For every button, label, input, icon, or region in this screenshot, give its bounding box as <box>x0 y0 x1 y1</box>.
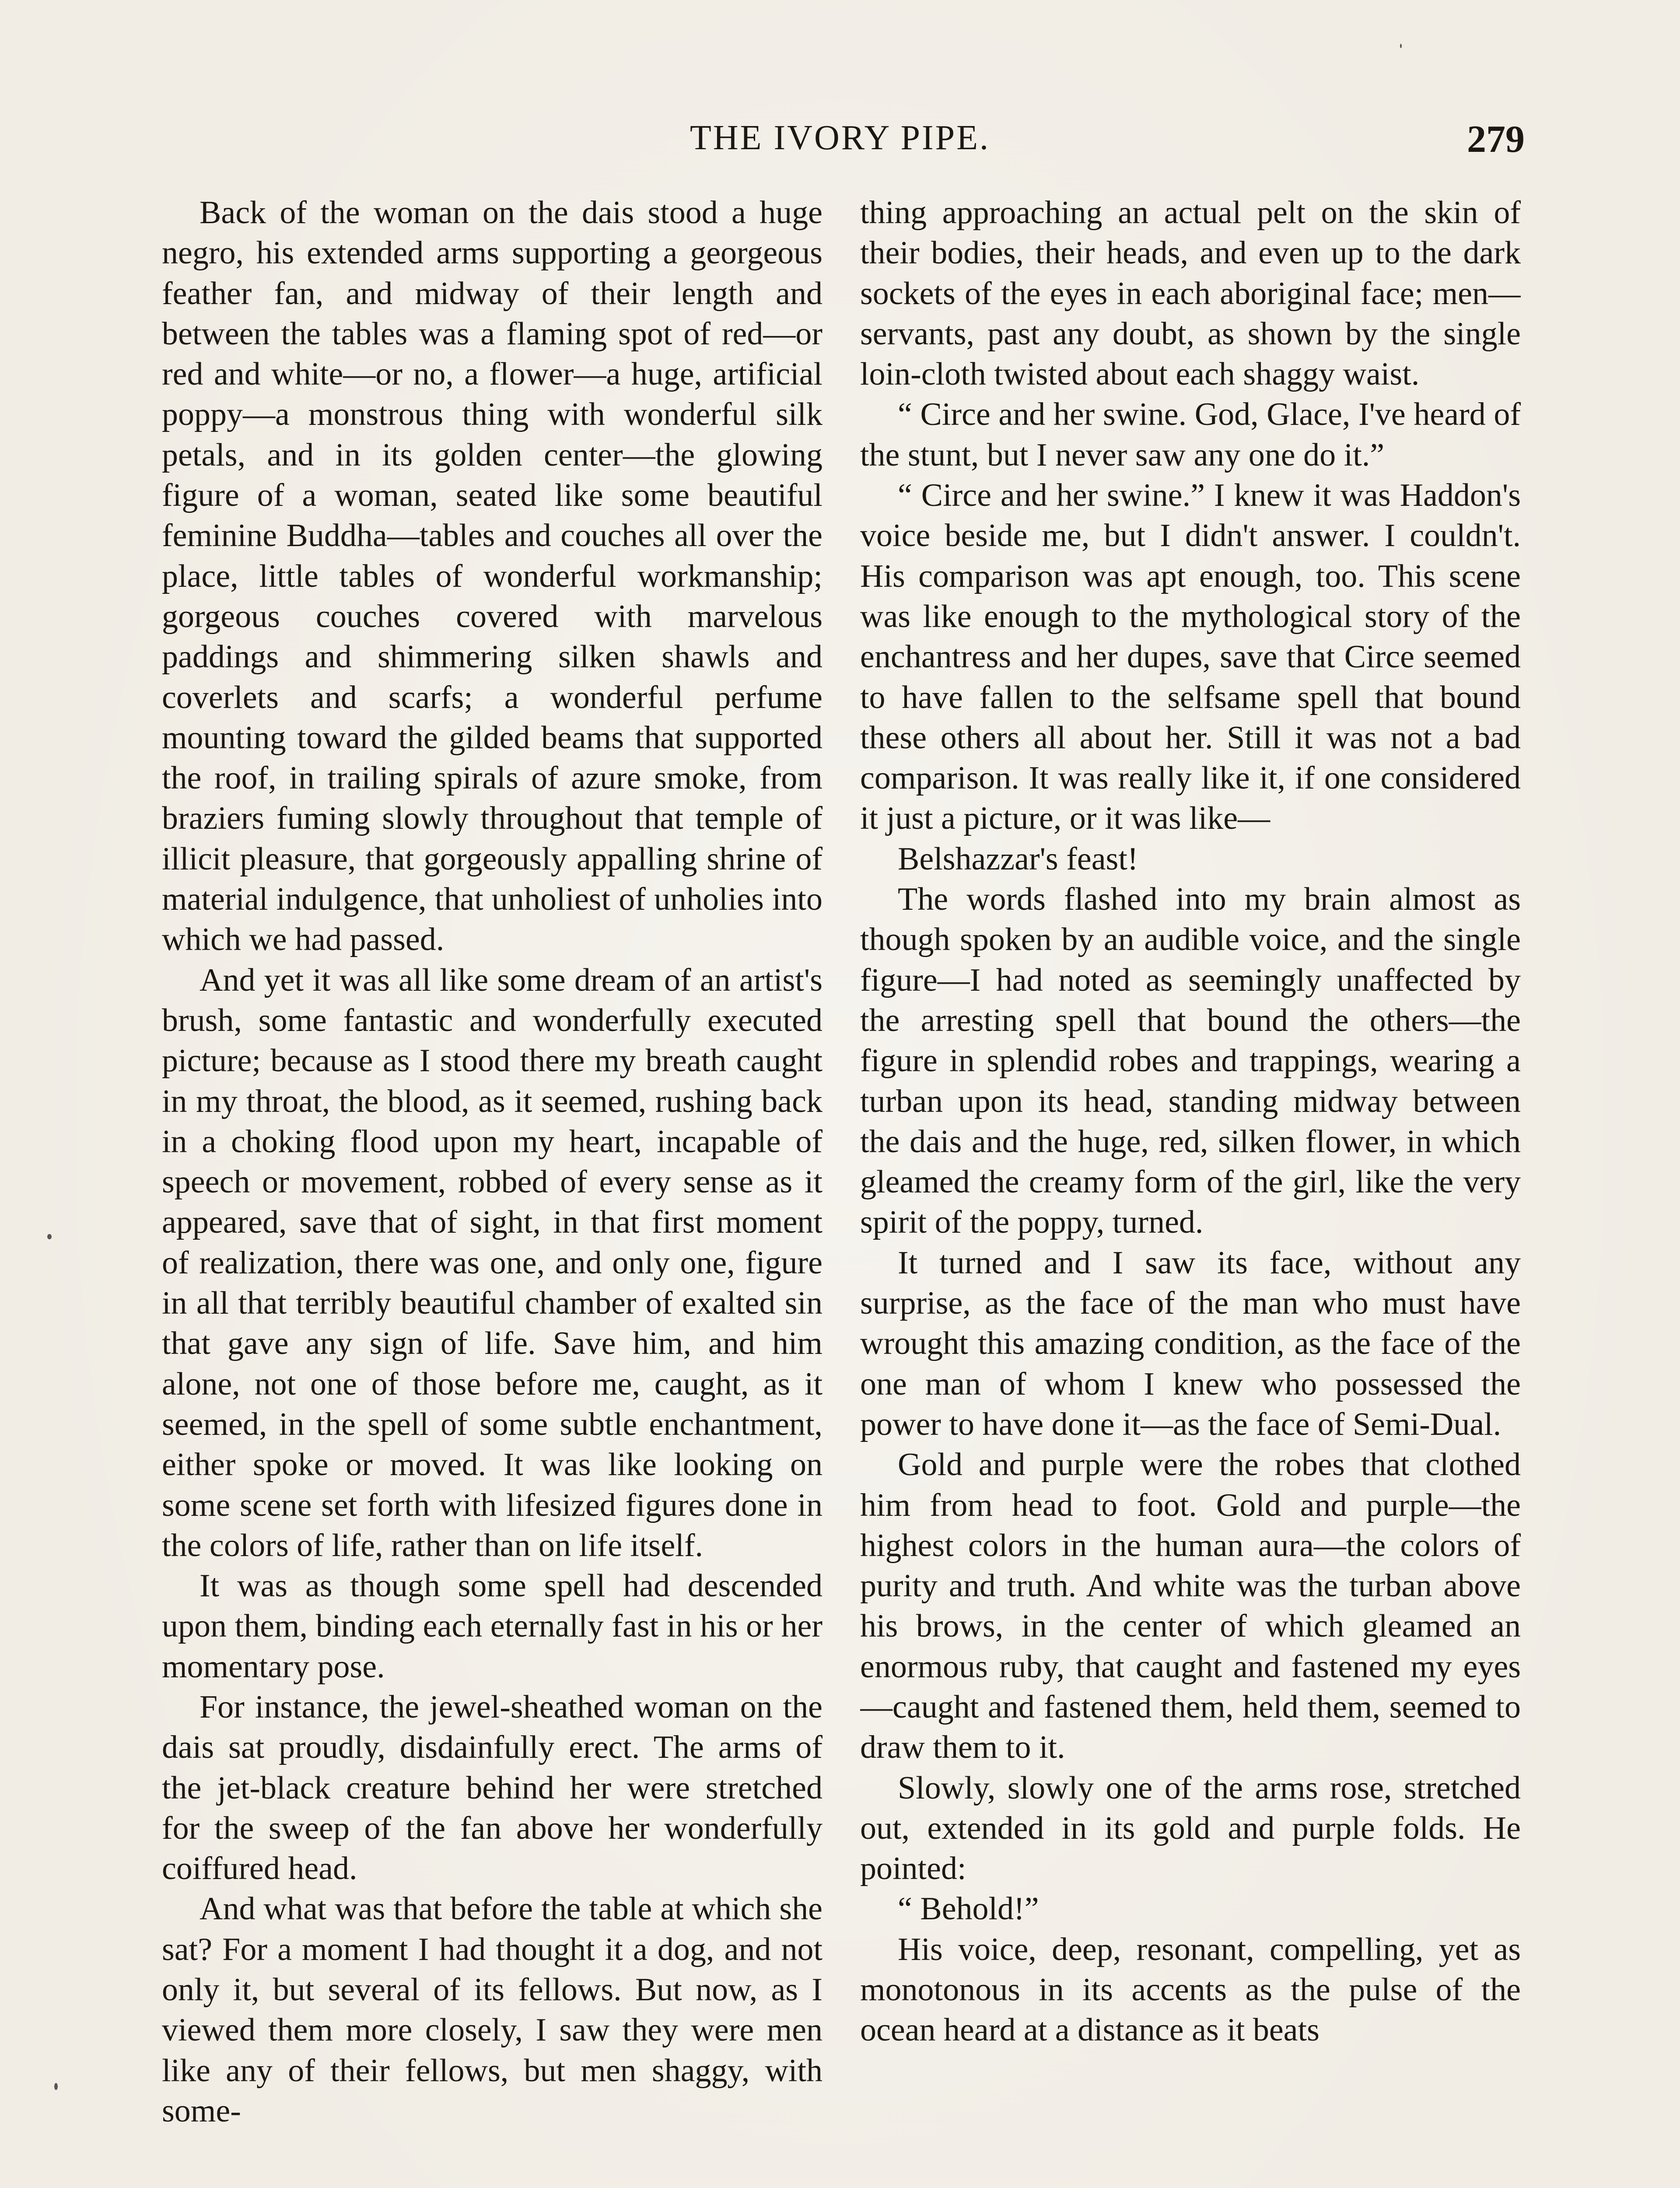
paragraph: It was as though some spell had descended upon them, binding each eternally fast in his or her momentary pose. <box>162 1568 822 1685</box>
scan-speck <box>54 2083 58 2090</box>
paragraph: “ Behold!” <box>898 1891 1039 1927</box>
paragraph: And what was that before the table at which she sat? For a moment I had thought it a dog, and not only it, but several of its fellows. But now, as I viewed them more closely, I saw they were men like any of their fellows, but men shaggy, with some- <box>162 1891 822 2129</box>
paragraph-continuation: thing approaching an actual pelt on the skin of their bodies, their heads, and even up to the dark sockets of the eyes in each aboriginal face; men—servants, past any doubt, as shown by the single loin-cloth twisted about each shaggy waist. <box>860 195 1521 393</box>
right-column <box>860 193 1521 2188</box>
paragraph: Back of the woman on the dais stood a huge negro, his extended arms supporting a georgeous feather fan, and midway of their length and between the tables was a flaming spot of red—or red and white—or no, a flower—a huge, artificial poppy—a monstrous thing with wonderful silk petals, and in its golden center—the glowing figure of a woman, seated like some beautiful feminine Buddha—tables and couches all over the place, little tables of wonderful workmanship; gorgeous couches covered with marvelous paddings and shimmering silken shawls and coverlets and scarfs; a wonderful perfume mounting toward the gilded beams that supported the roof, in trailing spirals of azure smoke, from braziers fuming slowly throughout that temple of illicit pleasure, that gorgeously appalling shrine of material indulgence, that unholiest of unholies into which we had passed. <box>162 195 822 958</box>
paragraph: “ Circe and her swine. God, Glace, I've heard of the stunt, but I never saw any one do it.” <box>860 396 1521 473</box>
paragraph: Slowly, slowly one of the arms rose, stretched out, extended in its gold and purple folds. He pointed: <box>860 1770 1521 1887</box>
paragraph: It turned and I saw its face, without any surprise, as the face of the man who must have wrought this amazing condition, as the face of the one man of whom I knew who possessed the power to have done it—as the face of Semi-Dual. <box>860 1245 1521 1442</box>
running-title: THE IVORY PIPE. <box>690 119 990 157</box>
page-number: 279 <box>1467 118 1525 161</box>
paragraph: Gold and purple were the robes that clothed him from head to foot. Gold and purple—the highest colors in the human aura—the colors of purity and truth. And white was the turban above his brows, in the center of which gleamed an enormous ruby, that caught and fastened my eyes—caught and fastened them, held them, seemed to draw them to it. <box>860 1447 1521 1766</box>
scan-speck <box>47 1234 52 1239</box>
paragraph: His voice, deep, resonant, compelling, yet as monotonous in its accents as the pulse of the ocean heard at a distance as it beats <box>860 1931 1521 2048</box>
paragraph: And yet it was all like some dream of an artist's brush, some fantastic and wonderfully executed picture; because as I stood there my breath caught in my throat, the blood, as it seemed, rushing back in a choking flood upon my heart, incapable of speech or movement, robbed of every sense as it appeared, save that of sight, in that first moment of realization, there was one, and only one, figure in all that terribly beautiful chamber of exalted sin that gave any sign of life. Save him, and him alone, not one of those before me, caught, as it seemed, in the spell of some subtle enchantment, either spoke or moved. It was like looking on some scene set forth with lifesized figures done in the colors of life, rather than on life itself. <box>162 962 822 1564</box>
text-columns <box>162 193 1527 2188</box>
paragraph: For instance, the jewel-sheathed woman on the dais sat proudly, disdainfully erect. The arms of the jet-black creature behind her were stretched for the sweep of the fan above her wonderfully coiffured head. <box>162 1689 822 1887</box>
paragraph: Belshazzar's feast! <box>898 841 1138 877</box>
paragraph: The words flashed into my brain almost as though spoken by an audible voice, and the single figure—I had noted as seemingly unaffected by the arresting spell that bound the others—the figure in splendid robes and trappings, wearing a turban upon its head, standing midway between the dais and the huge, red, silken flower, in which gleamed the creamy form of the girl, like the very spirit of the poppy, turned. <box>860 881 1521 1241</box>
paragraph: “ Circe and her swine.” I knew it was Haddon's voice beside me, but I didn't answer. I couldn't. His comparison was apt enough, too. This scene was like enough to the mythological story of the enchantress and her dupes, save that Circe seemed to have fallen to the selfsame spell that bound these others all about her. Still it was not a bad comparison. It was really like it, if one considered it just a picture, or it was like— <box>860 477 1521 837</box>
running-head <box>0 118 1680 166</box>
scan-speck <box>1400 44 1402 48</box>
left-column <box>162 193 822 2188</box>
